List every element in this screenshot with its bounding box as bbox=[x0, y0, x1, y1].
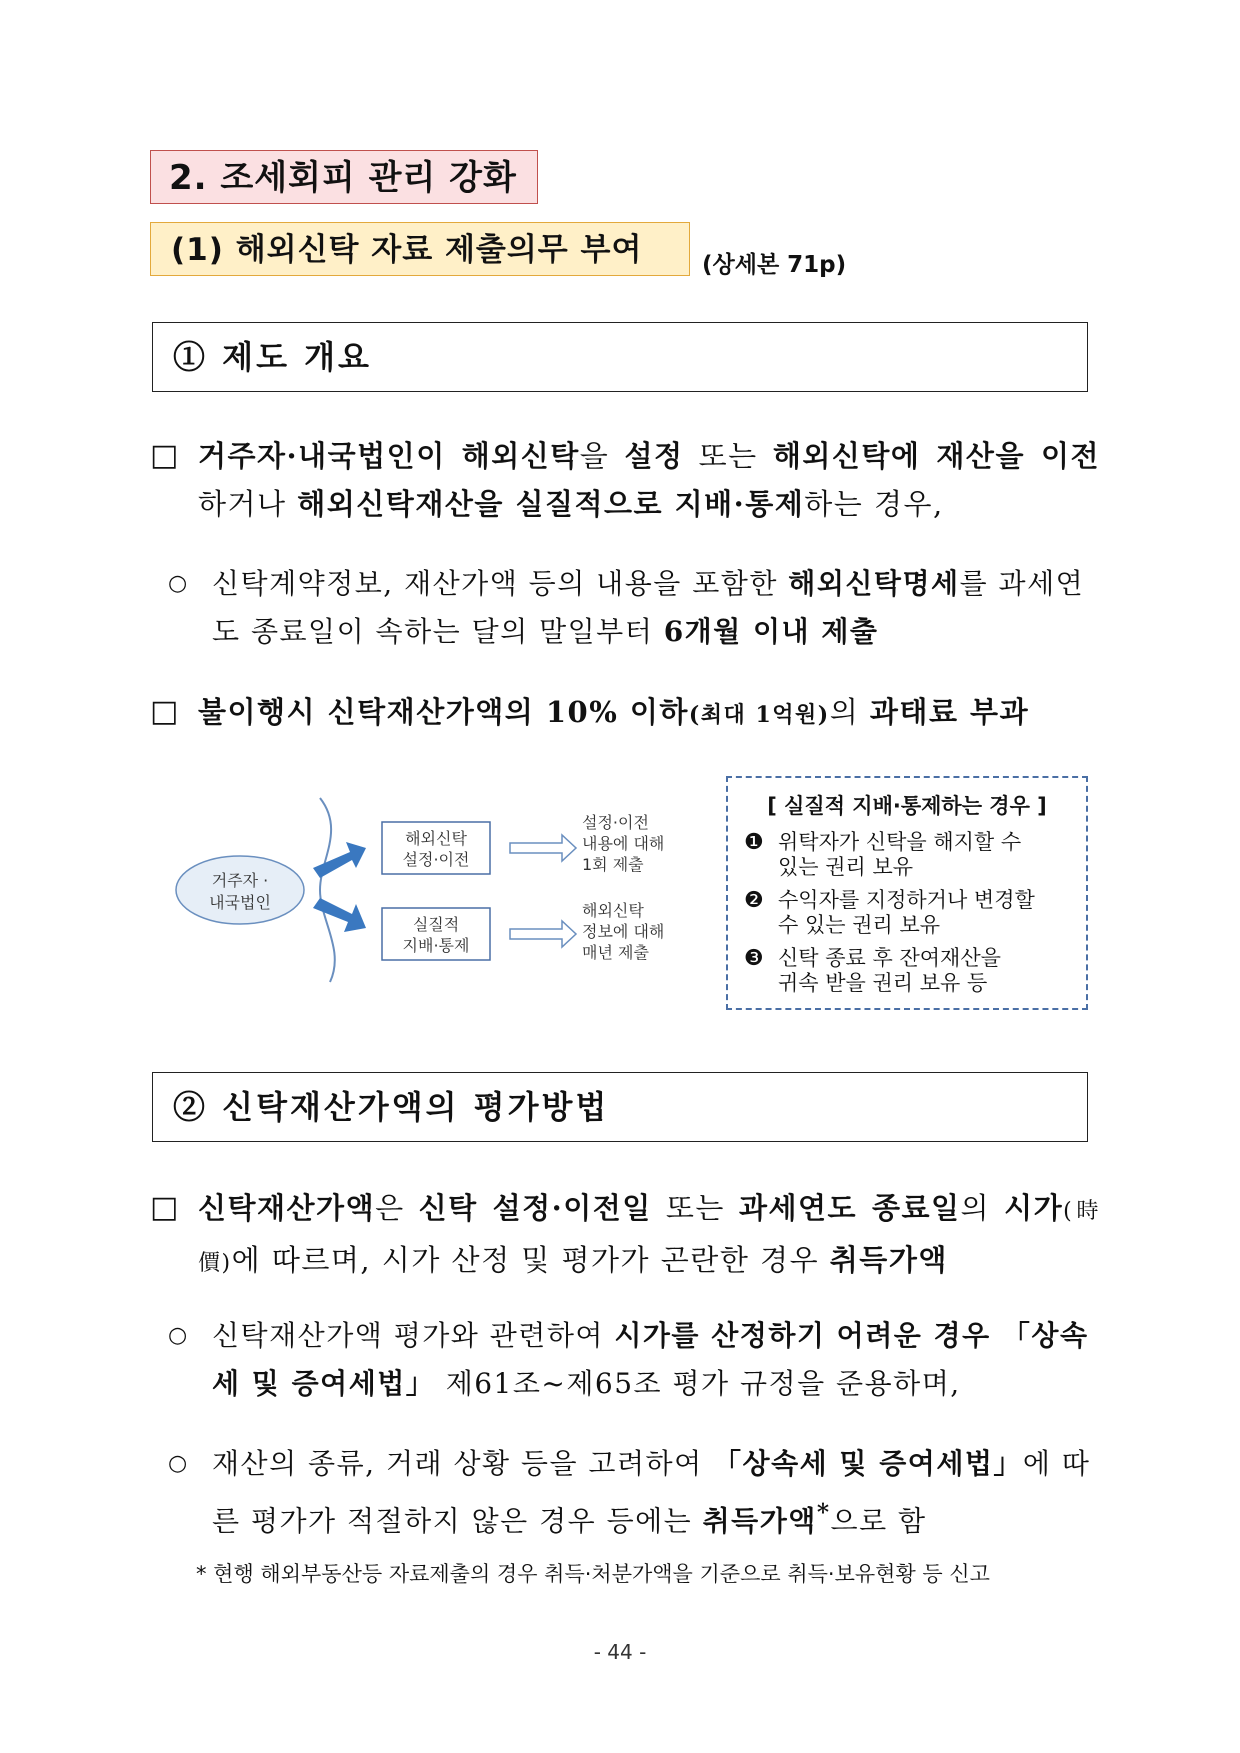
bold-text: 해외신탁명세 bbox=[788, 567, 960, 600]
criteria-number: ❷ bbox=[744, 888, 764, 913]
detail-reference: (상세본 71p) bbox=[702, 252, 847, 278]
entity-line-1: 거주자 · bbox=[211, 871, 269, 890]
checkbox-square-icon: □ bbox=[150, 438, 179, 473]
criteria-item bbox=[744, 946, 1074, 996]
text-run: 를 과세연도 종료일이 속하는 달의 말일부터 bbox=[212, 567, 1085, 648]
text-run: 에 따른 평가가 적절하지 않은 경우 등에는 bbox=[212, 1447, 1091, 1538]
arrow-down-right-icon bbox=[313, 898, 366, 932]
result-top-line-2: 내용에 대해 bbox=[582, 834, 665, 853]
bold-text: * bbox=[816, 1498, 831, 1526]
paragraph-penalty bbox=[150, 688, 1100, 739]
bold-text: 시가 bbox=[1004, 1191, 1064, 1225]
heading-text: 제도 개요 bbox=[222, 338, 372, 376]
text-run: 재산의 종류, 거래 상황 등을 고려하여 bbox=[212, 1447, 714, 1480]
page-number: - 44 - bbox=[593, 1640, 647, 1664]
box-control-line-1: 실질적 bbox=[412, 915, 460, 934]
text-run: 신탁재산가액 평가와 관련하여 bbox=[212, 1319, 615, 1352]
bullet-text bbox=[212, 1440, 1098, 1545]
bold-text: 거주자·내국법인이 해외신탁 bbox=[198, 439, 580, 473]
text-run: 제61조~제65조 평가 규정을 준용하며, bbox=[435, 1367, 961, 1400]
criteria-line: 귀속 받을 권리 보유 등 bbox=[778, 971, 988, 995]
bold-text: 과태료 부과 bbox=[869, 695, 1030, 729]
control-criteria-box bbox=[726, 776, 1088, 1010]
text-run: 으로 함 bbox=[830, 1504, 927, 1538]
footnote: * 현행 해외부동산등 자료제출의 경우 취득·처분가액을 기준으로 취득·보유현황 등 신고 bbox=[196, 1562, 990, 1586]
bold-text: 「상속세 및 증여세법」 bbox=[713, 1447, 1023, 1480]
arrow-up-right-icon bbox=[313, 842, 366, 878]
entity-line-2: 내국법인 bbox=[209, 893, 271, 912]
criteria-line: 신탁 종료 후 잔여재산을 bbox=[778, 946, 1001, 970]
criteria-item bbox=[744, 830, 1074, 880]
result-top-line-3: 1회 제출 bbox=[582, 855, 644, 874]
paragraph-text bbox=[198, 432, 1100, 528]
heading-box-valuation bbox=[152, 1072, 1088, 1142]
bold-text: 해외신탁재산을 실질적으로 지배·통제 bbox=[297, 487, 805, 521]
result-bottom-line-3: 매년 제출 bbox=[582, 943, 649, 962]
text-run: 신탁계약정보, 재산가액 등의 내용을 포함한 bbox=[212, 567, 789, 600]
bold-text: 취득가액 bbox=[829, 1243, 948, 1277]
paragraph-text bbox=[198, 688, 1100, 739]
bullet-market-value bbox=[168, 1312, 1098, 1408]
text-run: 을 bbox=[579, 439, 625, 473]
result-top-line-1: 설정·이전 bbox=[582, 813, 649, 832]
bold-text: 신탁 설정·이전일 bbox=[418, 1191, 652, 1225]
criteria-number: ❸ bbox=[744, 946, 764, 971]
bold-text: 시가를 산정하기 어려운 경우 「상속세 및 증여세법」 bbox=[212, 1319, 1089, 1400]
text-run: 의 bbox=[829, 695, 870, 729]
text-run: 하는 경우, bbox=[804, 487, 944, 521]
heading-number: ① bbox=[173, 338, 209, 376]
bold-text: 신탁재산가액 bbox=[198, 1191, 376, 1225]
criteria-item bbox=[744, 888, 1074, 938]
text-run: 의 bbox=[960, 1191, 1005, 1225]
bold-text: 취득가액 bbox=[702, 1504, 817, 1538]
heading-box-overview bbox=[152, 322, 1088, 392]
heading-number: ② bbox=[173, 1088, 209, 1126]
criteria-line: 수 있는 권리 보유 bbox=[778, 913, 941, 937]
bullet-text bbox=[212, 1312, 1098, 1408]
criteria-title: [ 실질적 지배·통제하는 경우 ] bbox=[767, 794, 1047, 818]
bullet-circle-icon: ○ bbox=[168, 1451, 188, 1476]
obligation-diagram bbox=[170, 790, 690, 990]
bullet-text bbox=[212, 560, 1098, 656]
text-run: 에 따르며, 시가 산정 및 평가가 곤란한 경우 bbox=[231, 1243, 830, 1277]
bold-text: 불이행시 신탁재산가액의 10% 이하 bbox=[198, 695, 689, 729]
paragraph-scope bbox=[150, 432, 1100, 528]
paragraph-text bbox=[198, 1184, 1100, 1288]
bold-text: 설정 bbox=[624, 439, 684, 473]
criteria-line: 있는 권리 보유 bbox=[778, 855, 914, 879]
criteria-number: ❶ bbox=[744, 830, 764, 855]
subsection-title: (1) 해외신탁 자료 제출의무 부여 bbox=[150, 222, 690, 276]
text-run: 또는 bbox=[651, 1191, 739, 1225]
bullet-circle-icon: ○ bbox=[168, 571, 188, 596]
entity-ellipse bbox=[176, 856, 304, 924]
bullet-submission bbox=[168, 560, 1098, 656]
bold-text: (최대 1억원) bbox=[688, 702, 830, 728]
result-bottom-line-1: 해외신탁 bbox=[582, 901, 644, 920]
bold-text: 과세연도 종료일 bbox=[738, 1191, 961, 1225]
bullet-acquisition-value bbox=[168, 1440, 1098, 1545]
bold-text: 6개월 이내 제출 bbox=[663, 615, 879, 648]
text-run: 은 bbox=[375, 1191, 419, 1225]
arrow-right-icon bbox=[510, 921, 576, 947]
box-control-line-2: 지배·통제 bbox=[402, 936, 470, 955]
checkbox-square-icon: □ bbox=[150, 694, 179, 729]
bullet-circle-icon: ○ bbox=[168, 1323, 188, 1348]
arrow-right-icon bbox=[510, 835, 576, 861]
box-establish-line-2: 설정·이전 bbox=[402, 850, 470, 869]
section-title: 2. 조세회피 관리 강화 bbox=[150, 150, 538, 204]
bold-text: 해외신탁에 재산을 이전 bbox=[772, 439, 1101, 473]
checkbox-square-icon: □ bbox=[150, 1190, 179, 1225]
result-bottom-line-2: 정보에 대해 bbox=[582, 922, 665, 941]
heading-text: 신탁재산가액의 평가방법 bbox=[222, 1088, 610, 1126]
box-establish-line-1: 해외신탁 bbox=[405, 829, 467, 848]
criteria-line: 위탁자가 신탁을 해지할 수 bbox=[778, 830, 1022, 854]
text-run: (時價) bbox=[198, 1199, 1101, 1276]
text-run: 또는 bbox=[683, 439, 773, 473]
criteria-line: 수익자를 지정하거나 변경할 bbox=[778, 888, 1035, 912]
text-run: 하거나 bbox=[198, 487, 298, 521]
paragraph-valuation bbox=[150, 1184, 1100, 1288]
